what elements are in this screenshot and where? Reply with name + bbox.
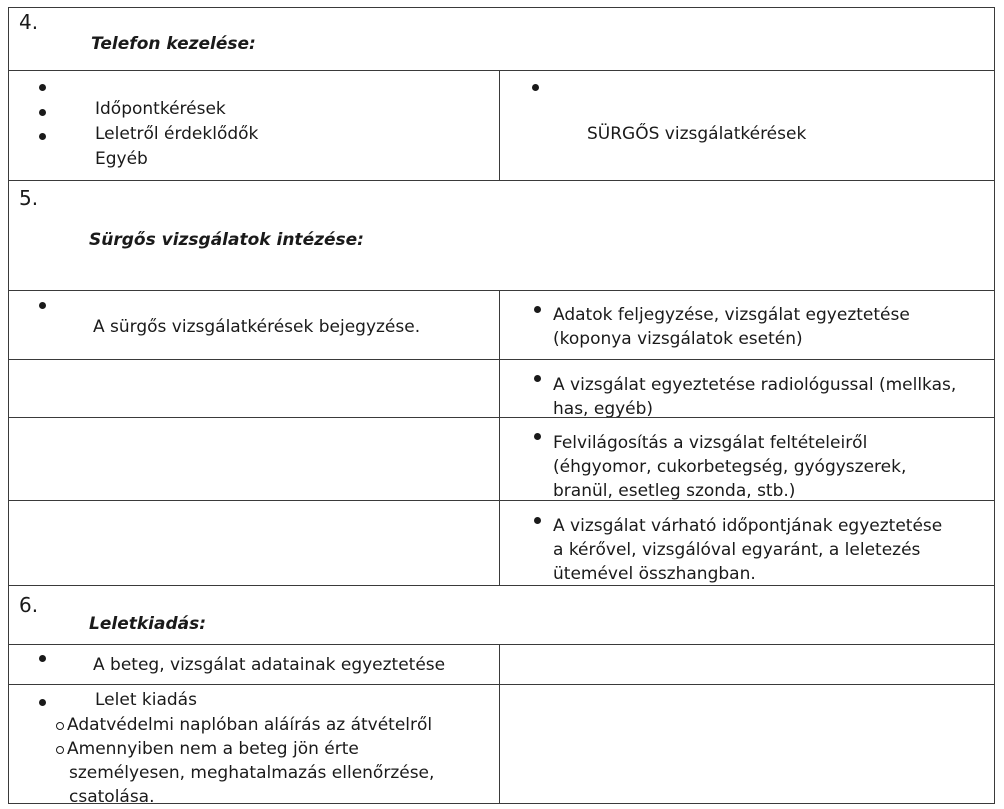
list-item-line: (koponya vizsgálatok esetén): [553, 329, 803, 349]
section-5-header: [8, 180, 995, 291]
section-5-number: 5.: [19, 186, 39, 210]
list-item-line: Adatok feljegyzése, vizsgálat egyeztetése: [553, 305, 910, 325]
list-item-line: Felvilágosítás a vizsgálat feltételeiről: [553, 433, 868, 453]
section-5-right-cell: [499, 360, 996, 417]
section-6-title: Leletkiadás:: [89, 614, 207, 634]
list-item: Leletről érdeklődők: [95, 124, 259, 144]
bullet-icon: [39, 109, 46, 116]
sub-list-item: Adatvédelmi naplóban aláírás az átvételről: [67, 715, 433, 735]
section-4-left-cell: [9, 71, 499, 180]
bullet-icon: [39, 84, 46, 91]
section-6-left-cell: [9, 685, 499, 807]
section-4-number: 4.: [19, 10, 39, 34]
sub-list-item-line: csatolása.: [69, 787, 155, 807]
list-item: SÜRGŐS vizsgálatkérések: [587, 124, 807, 144]
list-item-line: a kérővel, vizsgálóval egyaránt, a leletezés: [553, 540, 921, 560]
list-item: Lelet kiadás: [95, 690, 197, 710]
section-4-right-cell: [499, 71, 996, 180]
section-6-left-cell: [9, 645, 499, 684]
section-5-right-cell: [499, 418, 996, 500]
section-5-right-cell: [499, 291, 996, 359]
section-4-header: [8, 7, 995, 71]
bullet-icon: [39, 302, 46, 309]
section-4-title: Telefon kezelése:: [91, 34, 256, 54]
bullet-icon: [39, 699, 46, 706]
section-6-row-2: [8, 684, 995, 807]
document-table: [8, 7, 995, 807]
section-5-row-4: [8, 500, 995, 586]
section-5-right-cell: [499, 501, 996, 585]
section-5-row-1: [8, 290, 995, 360]
bullet-icon: [39, 655, 46, 662]
list-item: Egyéb: [95, 149, 148, 169]
section-4-body: [8, 70, 995, 181]
list-item-line: branül, esetleg szonda, stb.): [553, 481, 796, 501]
list-item-line: (éhgyomor, cukorbetegség, gyógyszerek,: [553, 457, 907, 477]
section-5-title: Sürgős vizsgálatok intézése:: [89, 230, 364, 250]
list-item: A sürgős vizsgálatkérések bejegyzése.: [93, 317, 421, 337]
sub-list-item-line: személyesen, meghatalmazás ellenőrzése,: [69, 763, 435, 783]
bullet-icon: [534, 433, 541, 440]
section-6-header: [8, 585, 995, 645]
section-5-left-cell: [9, 291, 499, 359]
bullet-icon: [39, 133, 46, 140]
bullet-icon: [532, 84, 539, 91]
empty-cell: [9, 360, 499, 417]
empty-cell: [499, 685, 996, 803]
empty-cell: [9, 418, 499, 500]
section-5-row-3: [8, 417, 995, 501]
bullet-icon: [534, 375, 541, 382]
sub-list-item-line: Amennyiben nem a beteg jön érte: [67, 739, 359, 759]
list-item: A beteg, vizsgálat adatainak egyeztetése: [93, 655, 446, 675]
bullet-icon: [534, 517, 541, 524]
list-item-line: has, egyéb): [553, 399, 654, 419]
circle-bullet-icon: [56, 746, 64, 754]
section-6-number: 6.: [19, 593, 39, 617]
empty-cell: [499, 645, 996, 684]
list-item-line: A vizsgálat várható időpontjának egyeztetése: [553, 516, 943, 536]
bullet-icon: [534, 306, 541, 313]
list-item-line: A vizsgálat egyeztetése radiológussal (mellkas,: [553, 375, 957, 395]
section-5-row-2: [8, 359, 995, 418]
section-6-row-1: [8, 644, 995, 685]
list-item: Időpontkérések: [95, 99, 226, 119]
circle-bullet-icon: [56, 722, 64, 730]
empty-cell: [9, 501, 499, 585]
list-item-line: ütemével összhangban.: [553, 564, 756, 584]
